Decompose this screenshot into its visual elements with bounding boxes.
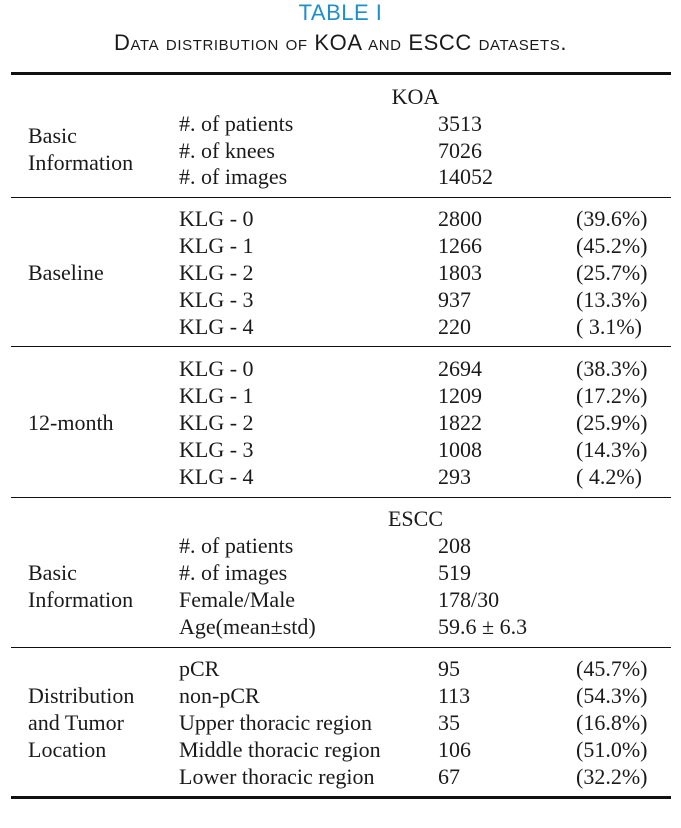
row-percent: (54.3%) (576, 683, 648, 708)
row-percent: (13.3%) (576, 287, 648, 312)
row-item: Female/Male (179, 587, 296, 612)
row-value: 59.6 ± 6.3 (438, 614, 528, 639)
row-percent: ( 3.1%) (576, 314, 642, 339)
group-label: Basic (28, 123, 77, 148)
row-percent: (39.6%) (576, 206, 648, 231)
group-label: Distribution (28, 683, 135, 708)
row-item: KLG - 2 (179, 410, 254, 435)
group-label: 12-month (28, 410, 114, 435)
row-item: KLG - 3 (179, 437, 254, 462)
row-value: 519 (438, 560, 471, 585)
row-percent: (17.2%) (576, 383, 648, 408)
row-item: pCR (179, 656, 220, 681)
row-value: 106 (438, 737, 471, 762)
row-percent: (25.9%) (576, 410, 648, 435)
row-value: 1008 (438, 437, 482, 462)
row-percent: (38.3%) (576, 356, 648, 381)
row-percent: (45.2%) (576, 233, 648, 258)
bottom-rule (11, 796, 671, 799)
section-rule (11, 346, 671, 347)
row-percent: (25.7%) (576, 260, 648, 285)
row-value: 208 (438, 533, 471, 558)
row-item: KLG - 1 (179, 233, 254, 258)
group-label: Information (28, 150, 134, 175)
row-item: #. of knees (179, 138, 275, 163)
row-item: KLG - 0 (179, 206, 254, 231)
row-percent: (45.7%) (576, 656, 648, 681)
row-value: 1803 (438, 260, 482, 285)
section-rule (11, 197, 671, 198)
section-rule (11, 647, 671, 648)
row-value: 1209 (438, 383, 482, 408)
row-item: non-pCR (179, 683, 260, 708)
group-label: and Tumor (28, 710, 124, 735)
row-item: #. of patients (179, 533, 294, 558)
group-label: Baseline (28, 260, 104, 285)
table-caption-label: TABLE I (298, 0, 383, 25)
row-value: 2800 (438, 206, 482, 231)
row-value: 35 (438, 710, 460, 735)
row-value: 113 (438, 683, 471, 708)
row-item: Age(mean±std) (179, 614, 316, 639)
row-value: 7026 (438, 138, 482, 163)
row-value: 1822 (438, 410, 482, 435)
row-item: #. of patients (179, 111, 294, 136)
row-value: 293 (438, 464, 471, 489)
row-percent: (32.2%) (576, 764, 648, 789)
row-percent: (51.0%) (576, 737, 648, 762)
row-item: Middle thoracic region (179, 737, 381, 762)
group-label: Location (28, 737, 107, 762)
row-item: KLG - 4 (179, 314, 254, 339)
row-item: KLG - 4 (179, 464, 254, 489)
row-item: KLG - 3 (179, 287, 254, 312)
koa-heading: KOA (391, 84, 440, 109)
top-rule (11, 72, 671, 75)
row-percent: ( 4.2%) (576, 464, 642, 489)
row-item: KLG - 1 (179, 383, 254, 408)
row-item: KLG - 0 (179, 356, 254, 381)
table-caption-title: Data distribution of KOA and ESCC datasets. (113, 30, 568, 55)
section-rule (11, 497, 671, 498)
row-percent: (16.8%) (576, 710, 648, 735)
escc-heading: ESCC (387, 506, 444, 531)
row-percent: (14.3%) (576, 437, 648, 462)
row-value: 1266 (438, 233, 482, 258)
row-item: KLG - 2 (179, 260, 254, 285)
row-item: #. of images (179, 560, 288, 585)
row-value: 2694 (438, 356, 482, 381)
group-label: Basic (28, 560, 77, 585)
row-item: Upper thoracic region (179, 710, 373, 735)
row-value: 937 (438, 287, 471, 312)
group-label: Information (28, 587, 134, 612)
row-value: 220 (438, 314, 471, 339)
row-item: Lower thoracic region (179, 764, 375, 789)
row-value: 3513 (438, 111, 482, 136)
row-value: 178/30 (438, 587, 500, 612)
row-item: #. of images (179, 164, 288, 189)
row-value: 67 (438, 764, 460, 789)
row-value: 14052 (438, 164, 493, 189)
row-value: 95 (438, 656, 460, 681)
